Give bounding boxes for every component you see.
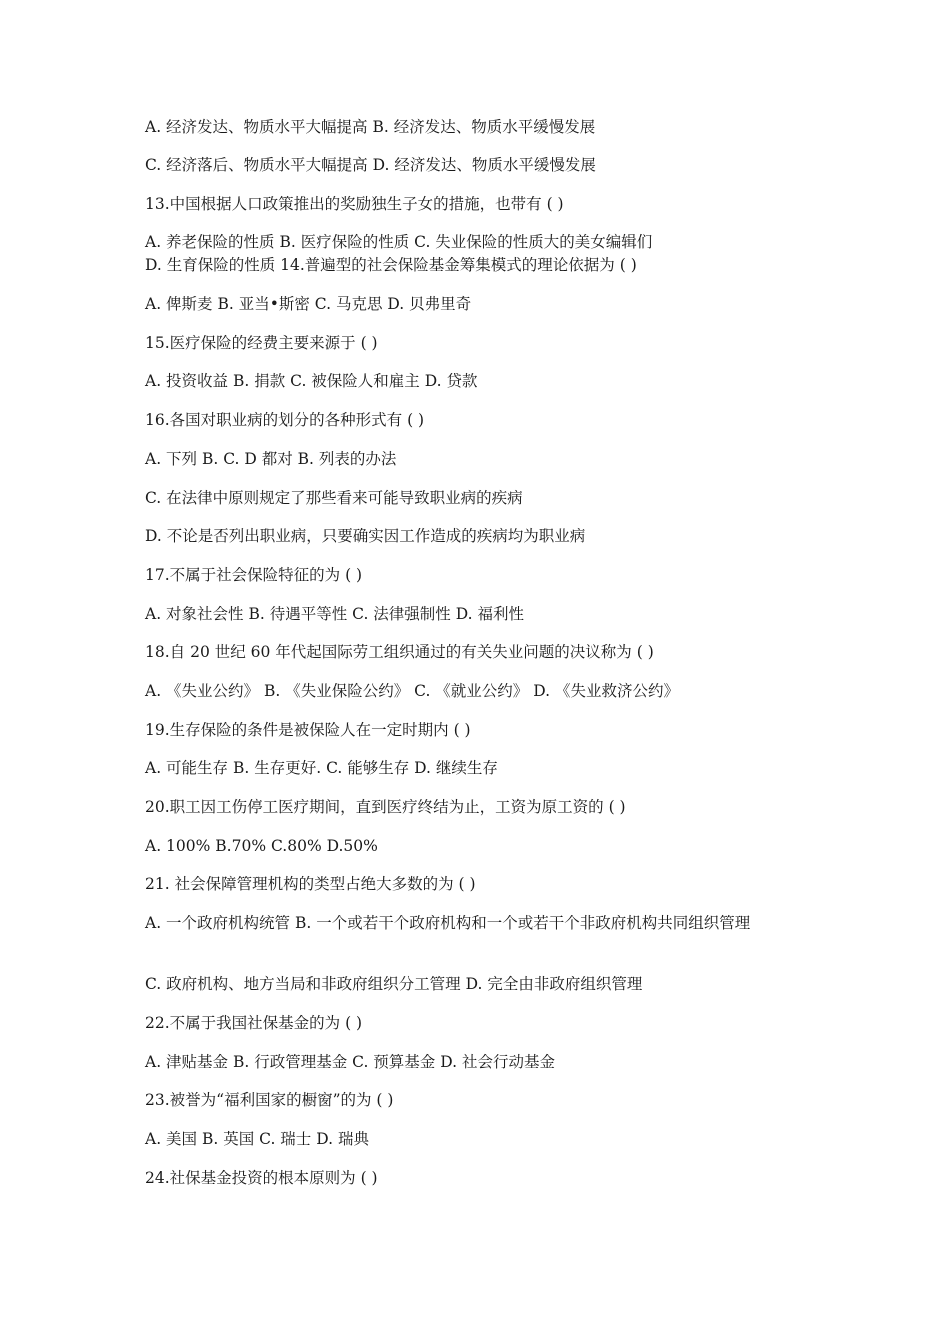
text-line: 24.社保基金投资的根本原则为 ( )	[145, 1169, 378, 1187]
text-line: 23.被誉为“福利国家的橱窗”的为 ( )	[145, 1091, 394, 1109]
text-line: 18.自 20 世纪 60 年代起国际劳工组织通过的有关失业问题的决议称为 ( )	[145, 643, 654, 661]
text-line: 13.中国根据人口政策推出的奖励独生子女的措施，也带有 ( )	[145, 195, 564, 213]
text-line: A. 一个政府机构统管 B. 一个或若干个政府机构和一个或若干个非政府机构共同组织管理	[145, 914, 751, 932]
text-line: A. 可能生存 B. 生存更好. C. 能够生存 D. 继续生存	[145, 759, 498, 777]
text-line: C. 政府机构、地方当局和非政府组织分工管理 D. 完全由非政府组织管理	[145, 975, 643, 993]
text-line: D. 不论是否列出职业病，只要确实因工作造成的疾病均为职业病	[145, 527, 586, 545]
text-line: A. 俾斯麦 B. 亚当•斯密 C. 马克思 D. 贝弗里奇	[145, 295, 472, 313]
text-line: 17.不属于社会保险特征的为 ( )	[145, 566, 363, 584]
text-line: 20.职工因工伤停工医疗期间，直到医疗终结为止，工资为原工资的 ( )	[145, 798, 626, 816]
text-line: A. 津贴基金 B. 行政管理基金 C. 预算基金 D. 社会行动基金	[145, 1053, 555, 1071]
text-line: C. 在法律中原则规定了那些看来可能导致职业病的疾病	[145, 489, 523, 507]
text-line: D. 生育保险的性质 14.普遍型的社会保险基金筹集模式的理论依据为 ( )	[145, 256, 637, 274]
text-line: 15.医疗保险的经费主要来源于 ( )	[145, 334, 378, 352]
text-line: A. 《失业公约》 B. 《失业保险公约》 C. 《就业公约》 D. 《失业救济公约》	[145, 682, 679, 700]
text-line: A. 投资收益 B. 捐款 C. 被保险人和雇主 D. 贷款	[145, 372, 478, 390]
text-line: C. 经济落后、物质水平大幅提高 D. 经济发达、物质水平缓慢发展	[145, 156, 596, 174]
text-line: 21. 社会保障管理机构的类型占绝大多数的为 ( )	[145, 875, 476, 893]
text-line: A. 经济发达、物质水平大幅提高 B. 经济发达、物质水平缓慢发展	[145, 118, 596, 136]
text-line: 22.不属于我国社保基金的为 ( )	[145, 1014, 363, 1032]
text-line: A. 对象社会性 B. 待遇平等性 C. 法律强制性 D. 福利性	[145, 605, 524, 623]
text-line: A. 美国 B. 英国 C. 瑞士 D. 瑞典	[145, 1130, 369, 1148]
text-line: A. 养老保险的性质 B. 医疗保险的性质 C. 失业保险的性质大的美女编辑们	[145, 233, 653, 251]
text-line: A. 下列 B. C. D 都对 B. 列表的办法	[145, 450, 397, 468]
text-line: A. 100% B.70% C.80% D.50%	[145, 837, 378, 855]
text-line: 19.生存保险的条件是被保险人在一定时期内 ( )	[145, 721, 471, 739]
text-line: 16.各国对职业病的划分的各种形式有 ( )	[145, 411, 425, 429]
